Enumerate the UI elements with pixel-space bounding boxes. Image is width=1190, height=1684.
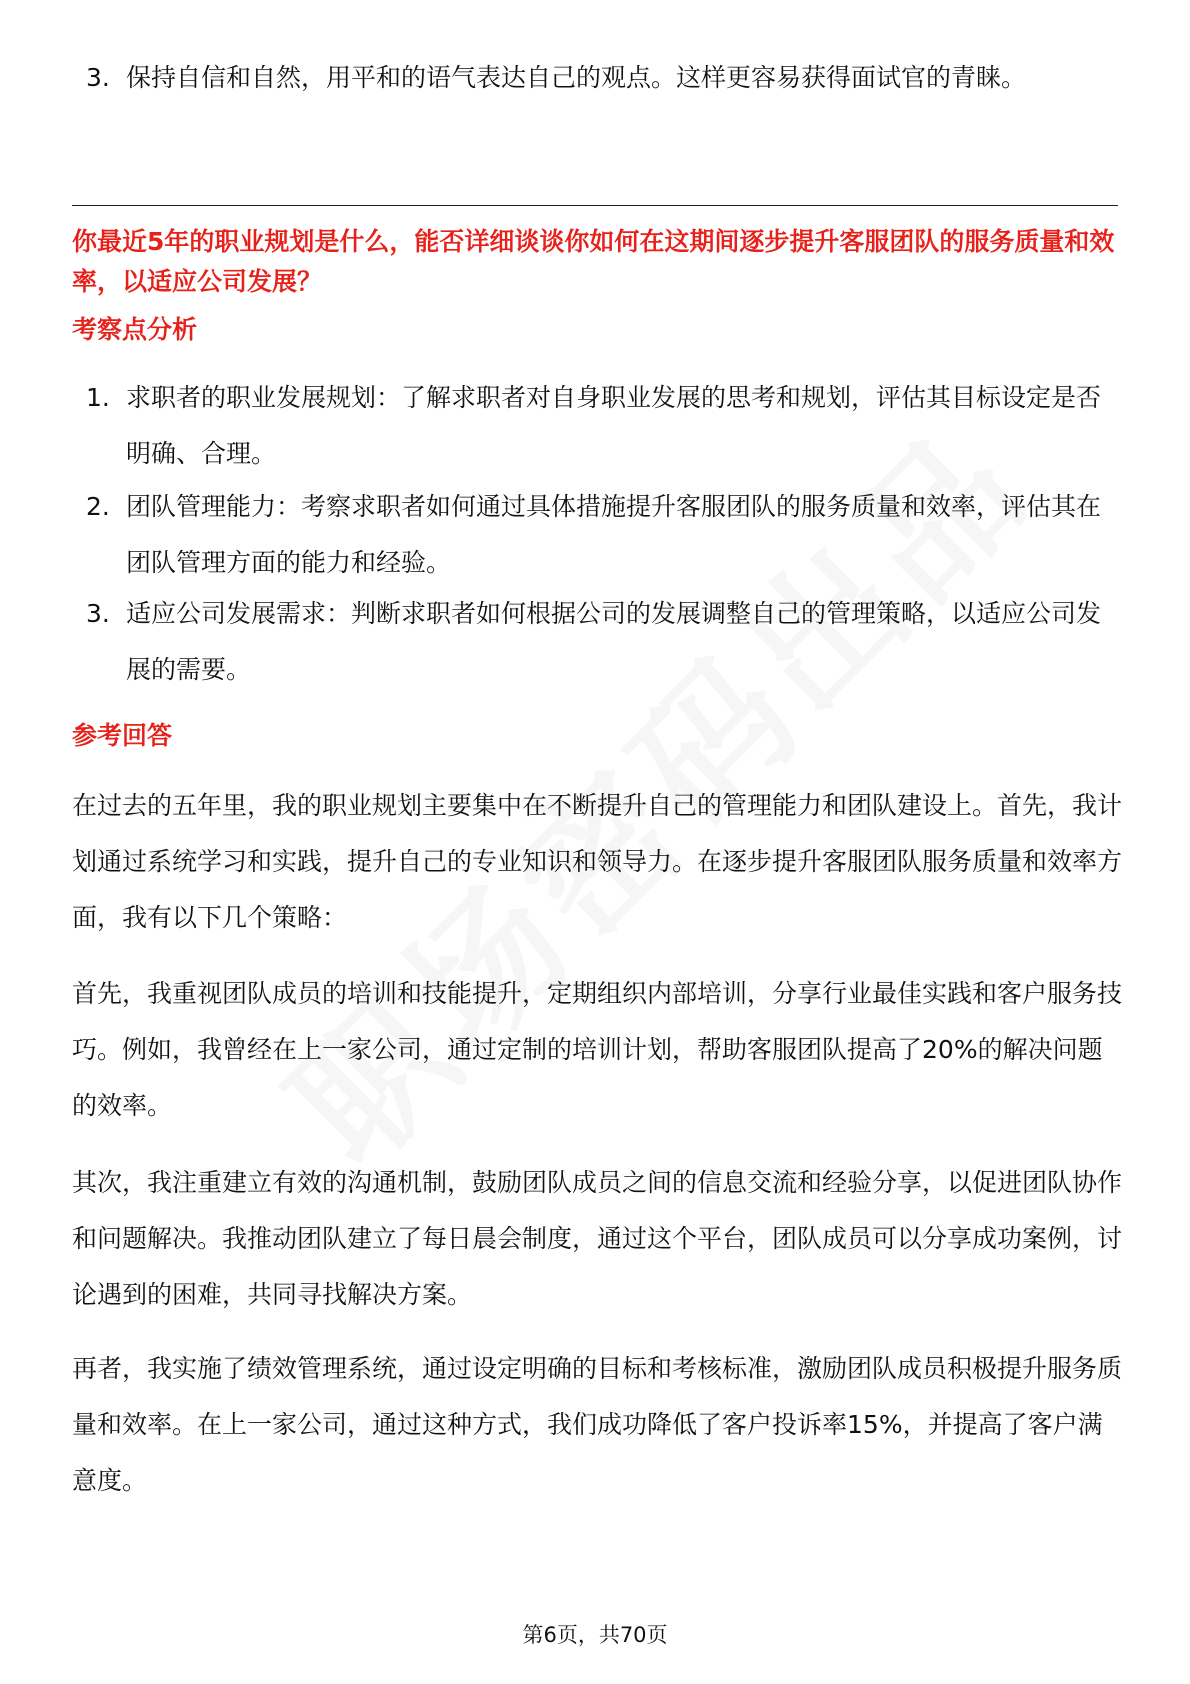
list-item-text: 保持自信和自然，用平和的语气表达自己的观点。这样更容易获得面试官的青睐。: [126, 63, 1027, 92]
list-item: [86, 370, 1116, 482]
list-item-text: 适应公司发展需求：判断求职者如何根据公司的发展调整自己的管理策略，以适应公司发展的需要。: [126, 599, 1102, 684]
list-item-text: 团队管理能力：考察求职者如何通过具体措施提升客服团队的服务质量和效率，评估其在团队管理方面的能力和经验。: [126, 492, 1102, 577]
list-item-text: 求职者的职业发展规划：了解求职者对自身职业发展的思考和规划，评估其目标设定是否明确、合理。: [126, 383, 1102, 468]
answer-paragraph: 在过去的五年里，我的职业规划主要集中在不断提升自己的管理能力和团队建设上。首先，我计划通过系统学习和实践，提升自己的专业知识和领导力。在逐步提升客服团队服务质量和效率方面，我有以下几个策略：: [72, 791, 1123, 932]
answer-paragraph: 首先，我重视团队成员的培训和技能提升，定期组织内部培训，分享行业最佳实践和客户服务技巧。例如，我曾经在上一家公司，通过定制的培训计划，帮助客服团队提高了20%的解决问题的效率。: [72, 979, 1123, 1120]
answer-heading: 参考回答: [72, 721, 173, 750]
list-item-number: 3.: [86, 599, 110, 628]
analysis-heading: 考察点分析: [72, 315, 198, 344]
list-item-number: 2.: [86, 492, 110, 521]
list-item-number: 3.: [86, 63, 110, 92]
interview-question: 你最近5年的职业规划是什么，能否详细谈谈你如何在这期间逐步提升客服团队的服务质量和效率，以适应公司发展？: [72, 227, 1115, 296]
answer-paragraph: 其次，我注重建立有效的沟通机制，鼓励团队成员之间的信息交流和经验分享，以促进团队协作和问题解决。我推动团队建立了每日晨会制度，通过这个平台，团队成员可以分享成功案例，讨论遇到的困难，共同寻找解决方案。: [72, 1168, 1123, 1309]
list-item: [86, 479, 1116, 591]
list-item: [86, 50, 1116, 106]
answer-paragraph: 再者，我实施了绩效管理系统，通过设定明确的目标和考核标准，激励团队成员积极提升服务质量和效率。在上一家公司，通过这种方式，我们成功降低了客户投诉率15%，并提高了客户满意度。: [72, 1354, 1123, 1495]
page-number: 第6页，共70页: [522, 1623, 668, 1647]
section-divider: [72, 205, 1118, 206]
list-item-number: 1.: [86, 383, 110, 412]
list-item: [86, 586, 1116, 698]
